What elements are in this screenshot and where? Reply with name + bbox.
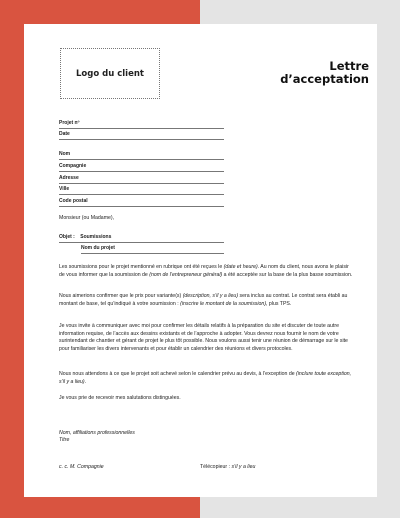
p1-text-d: (nom de l’entrepreneur général) — [149, 271, 223, 278]
field-adresse: Adresse — [59, 174, 224, 184]
paragraph-4 — [59, 371, 353, 386]
p4-text-b: (inclure toute exception, s’il y a lieu) — [59, 371, 352, 385]
field-ville: Ville — [59, 185, 224, 195]
p2-text-b: (description, s’il y a lieu) — [182, 293, 239, 299]
p1-text-e: a été acceptée sur la base de la plus basse soumission. — [222, 271, 353, 278]
fax-label: Télécopieur : — [200, 464, 232, 470]
field-projet: Projet nº — [59, 119, 224, 129]
objet-value: Soumissions — [80, 234, 112, 240]
objet-underline — [59, 242, 224, 243]
p2-text-d: (inscrire le montant de la soumission) — [180, 300, 267, 307]
p4-text-c: . — [84, 378, 87, 385]
p1-text-a: Les soumissions pour le projet mentionné en rubrique ont été reçues le — [59, 264, 224, 270]
field-date: Date — [59, 130, 224, 140]
signature-title: Titre — [59, 437, 70, 444]
p2-text-a: Nous aimerions confirmer que le prix pour variante(s) — [59, 293, 183, 299]
title-line-2: d’acceptation — [280, 72, 369, 86]
salutation: Monsieur (ou Madame), — [59, 215, 115, 221]
field-code-postal: Code postal — [59, 197, 224, 207]
paragraph-3: Je vous invite à communiquer avec moi pour confirmer les détails relatifs à la préparation du site et discuter de toute autre information requise, de l’accès aux dessins existants et de l’approche à adopter. Vous devrez nous fournir le nom de votre surintendant de chantier et gérant de projet le plus tôt possible. Nous voulons aussi tenir une réunion de démarrage sur le site pour familiariser les divers intervenants et pour établir un calendrier des réunions et divers protocoles. — [59, 323, 348, 352]
fax-line — [200, 464, 255, 470]
logo-label: Logo du client — [76, 68, 144, 79]
field-nom-projet: Nom du projet — [81, 244, 224, 254]
paragraph-5: Je vous prie de recevoir mes salutations distinguées. — [59, 395, 181, 401]
p2-text-e: , plus TPS. — [266, 300, 292, 307]
letter-page — [24, 24, 377, 497]
p1-text-c: . Au nom du client, nous avons le plaisir de vous informer que la soumission de — [59, 264, 349, 278]
client-logo-placeholder — [60, 48, 160, 99]
page-title — [280, 60, 369, 86]
objet-label: Objet : — [59, 234, 75, 240]
signature-block — [59, 430, 135, 445]
p1-text-b: (date et heure) — [223, 264, 258, 270]
title-line-1: Lettre — [329, 59, 369, 73]
fax-value: s’il y a lieu — [231, 464, 256, 470]
signature-name: Nom, affiliations professionnelles — [59, 430, 135, 436]
p2-text-c: sera inclus au contrat. Le contrat sera établi au montant de base, tel qu’indiqué à votre soumission : — [59, 293, 348, 307]
paragraph-1 — [59, 264, 353, 279]
cc-line: c. c. M. Compagnie — [59, 464, 104, 470]
p4-text-a: Nous nous attendons à ce que le projet soit achevé selon le calendrier prévu au devis, à l’exception de — [59, 371, 297, 377]
objet-line — [59, 234, 111, 240]
field-nom: Nom — [59, 150, 224, 160]
paragraph-2 — [59, 293, 353, 308]
field-compagnie: Compagnie — [59, 162, 224, 172]
